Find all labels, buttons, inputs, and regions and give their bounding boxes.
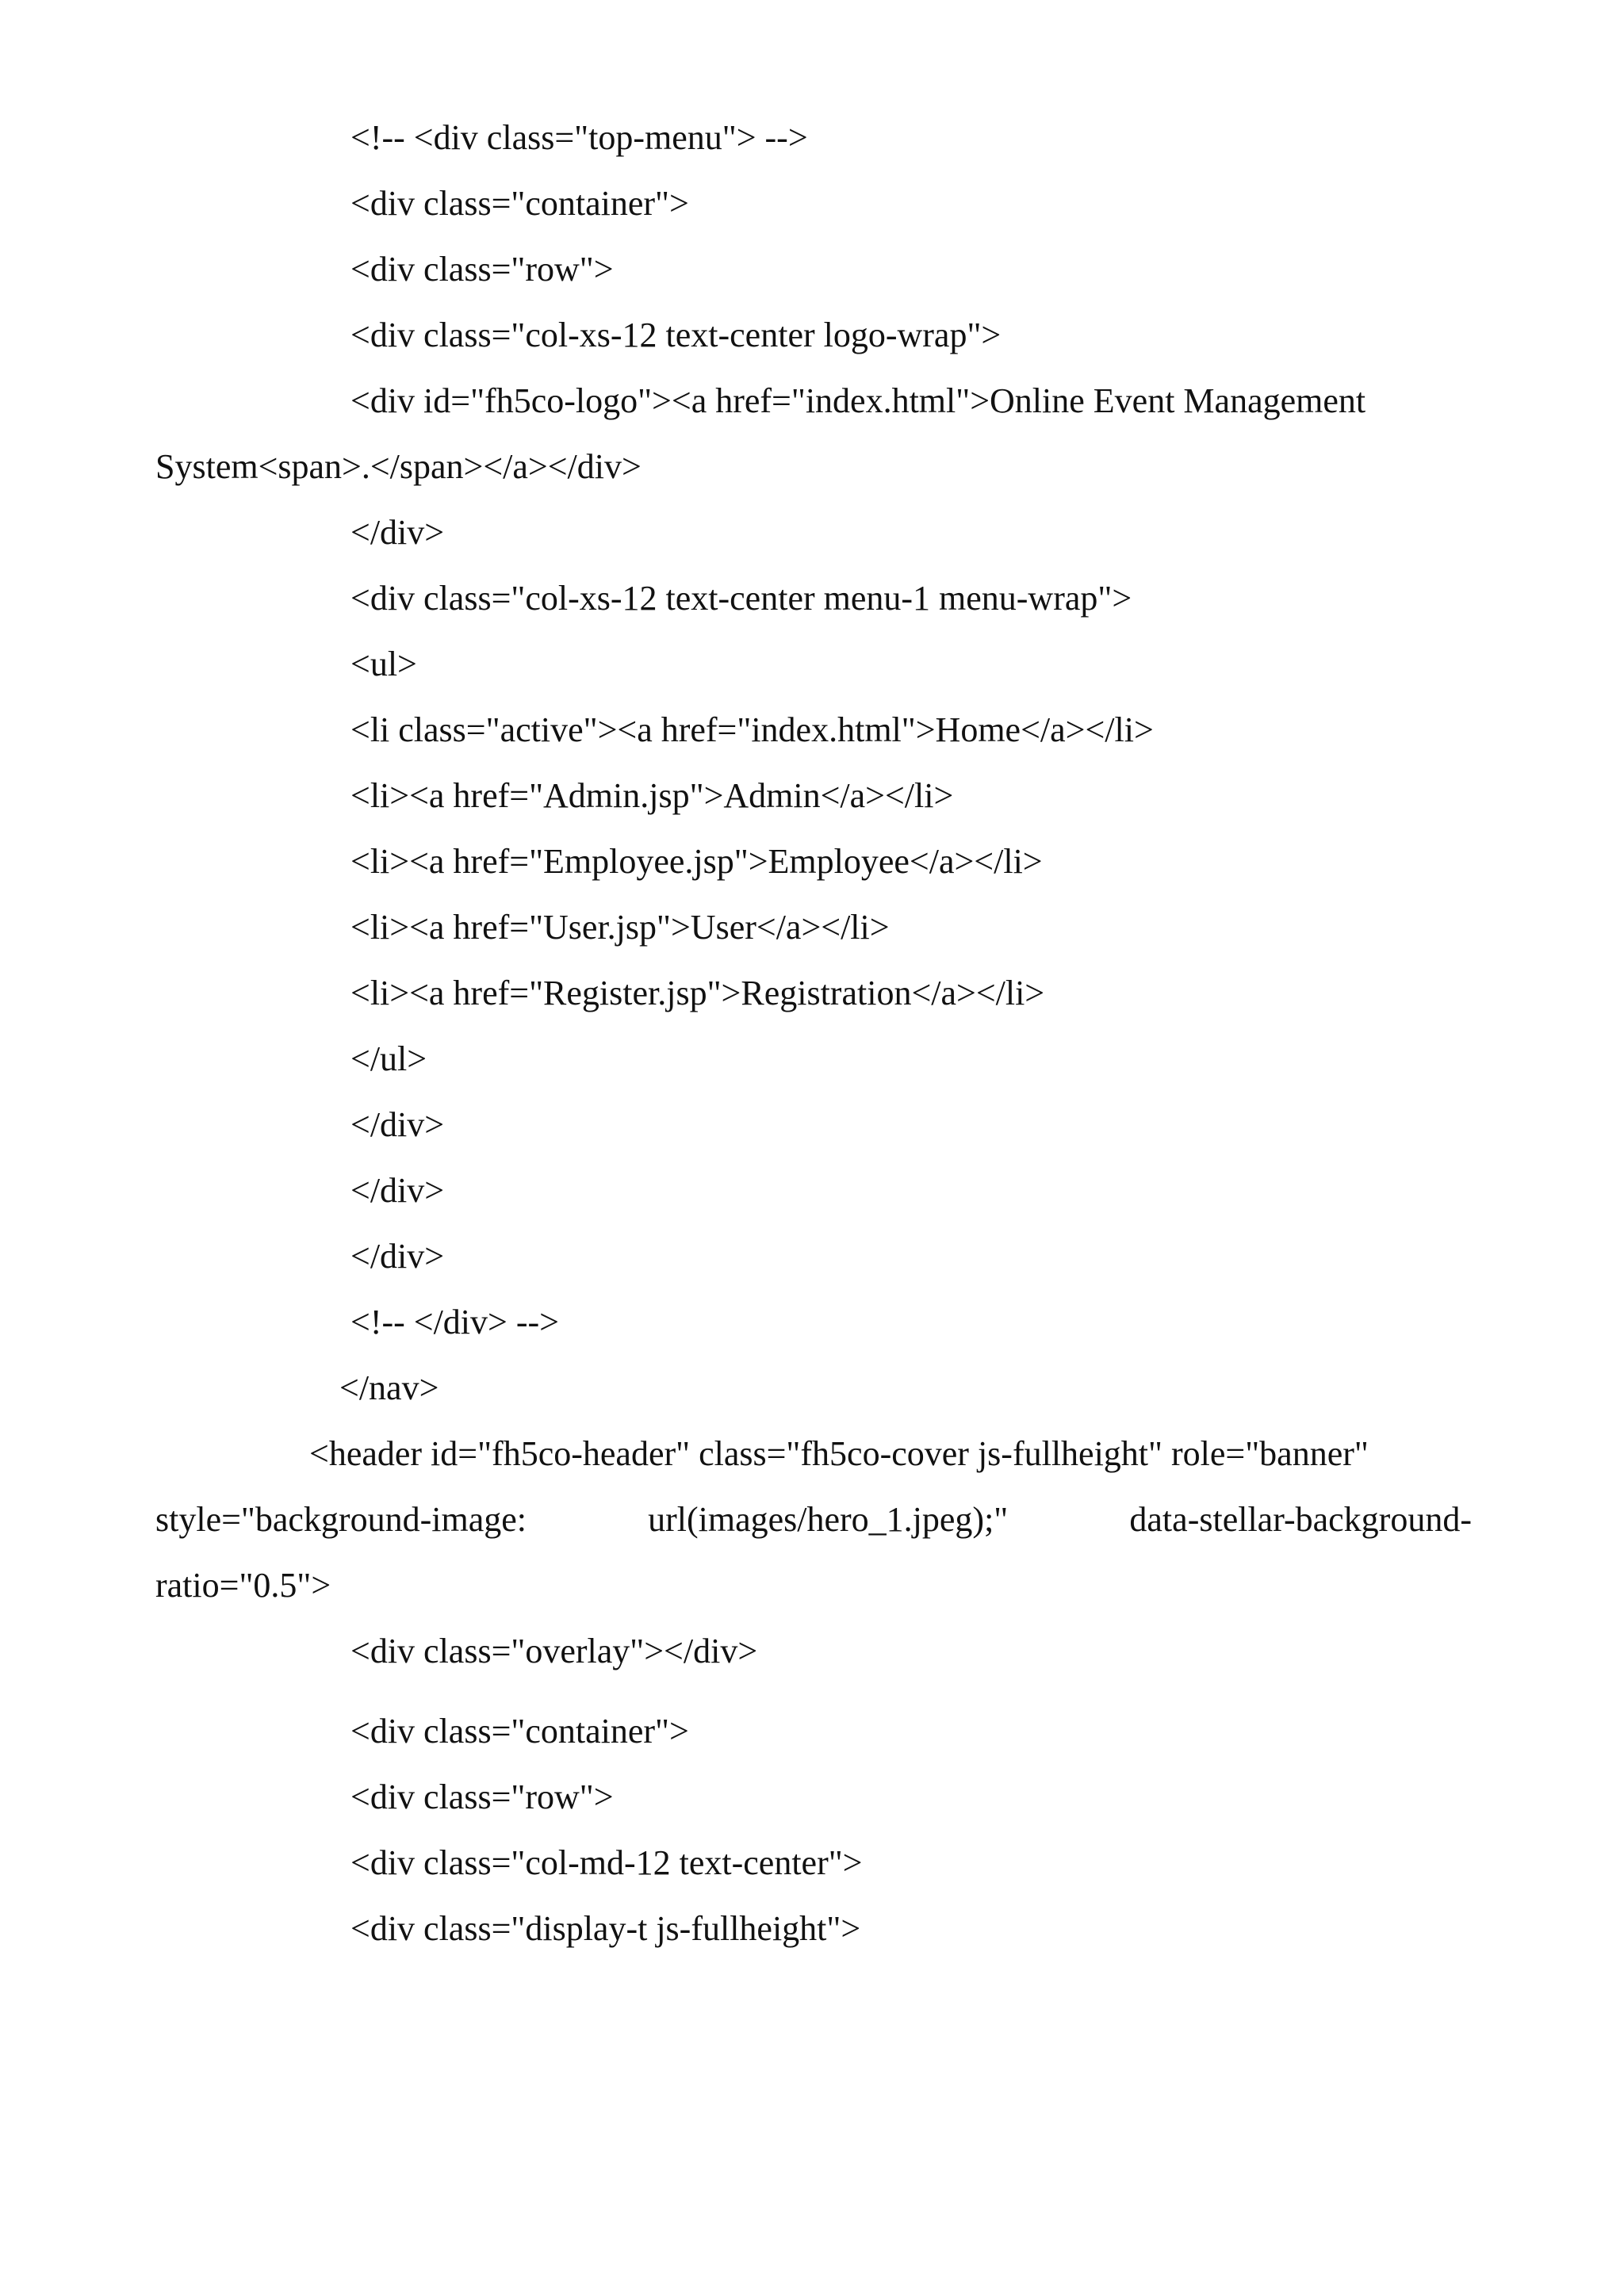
code-line-6: System<span>.</span></a></div> bbox=[155, 447, 642, 486]
code-line-22 bbox=[155, 1499, 1472, 1540]
code-line-11: <li><a href="Admin.jsp">Admin</a></li> bbox=[350, 776, 954, 815]
code-line-25: <div class="container"> bbox=[350, 1712, 689, 1751]
code-line-26: <div class="row"> bbox=[350, 1777, 614, 1816]
code-line-3: <div class="row"> bbox=[350, 250, 614, 289]
code-line-23: ratio="0.5"> bbox=[155, 1566, 331, 1605]
code-line-9: <ul> bbox=[350, 645, 417, 683]
code-line-13: <li><a href="User.jsp">User</a></li> bbox=[350, 908, 890, 947]
code-line-1: <!-- <div class="top-menu"> --> bbox=[350, 118, 808, 157]
code-line-28: <div class="display-t js-fullheight"> bbox=[350, 1909, 861, 1948]
code-line-10: <li class="active"><a href="index.html">Home</a></li> bbox=[350, 710, 1154, 749]
code-line-4: <div class="col-xs-12 text-center logo-wrap"> bbox=[350, 316, 1002, 354]
code-line-20: </nav> bbox=[339, 1368, 439, 1407]
code-line-18: </div> bbox=[350, 1237, 445, 1276]
code-line-15: </ul> bbox=[350, 1039, 427, 1078]
code-line-19: <!-- </div> --> bbox=[350, 1303, 559, 1341]
code-line-5: <div id="fh5co-logo"><a href="index.html">Online Event Management bbox=[350, 381, 1366, 420]
code-line-22-part-3: data-stellar-background- bbox=[1129, 1500, 1472, 1539]
code-line-27: <div class="col-md-12 text-center"> bbox=[350, 1843, 863, 1882]
code-line-7: </div> bbox=[350, 513, 445, 552]
code-line-12: <li><a href="Employee.jsp">Employee</a></li> bbox=[350, 842, 1043, 881]
code-line-17: </div> bbox=[350, 1171, 445, 1210]
code-line-16: </div> bbox=[350, 1105, 445, 1144]
code-line-8: <div class="col-xs-12 text-center menu-1 menu-wrap"> bbox=[350, 579, 1132, 618]
code-line-22-part-2: url(images/hero_1.jpeg);" bbox=[648, 1500, 1009, 1539]
code-line-21: <header id="fh5co-header" class="fh5co-cover js-fullheight" role="banner" bbox=[309, 1434, 1369, 1473]
code-line-22-part-1: style="background-image: bbox=[155, 1500, 527, 1539]
code-line-14: <li><a href="Register.jsp">Registration</a></li> bbox=[350, 974, 1045, 1012]
code-line-24: <div class="overlay"></div> bbox=[350, 1632, 758, 1670]
code-line-2: <div class="container"> bbox=[350, 184, 689, 223]
